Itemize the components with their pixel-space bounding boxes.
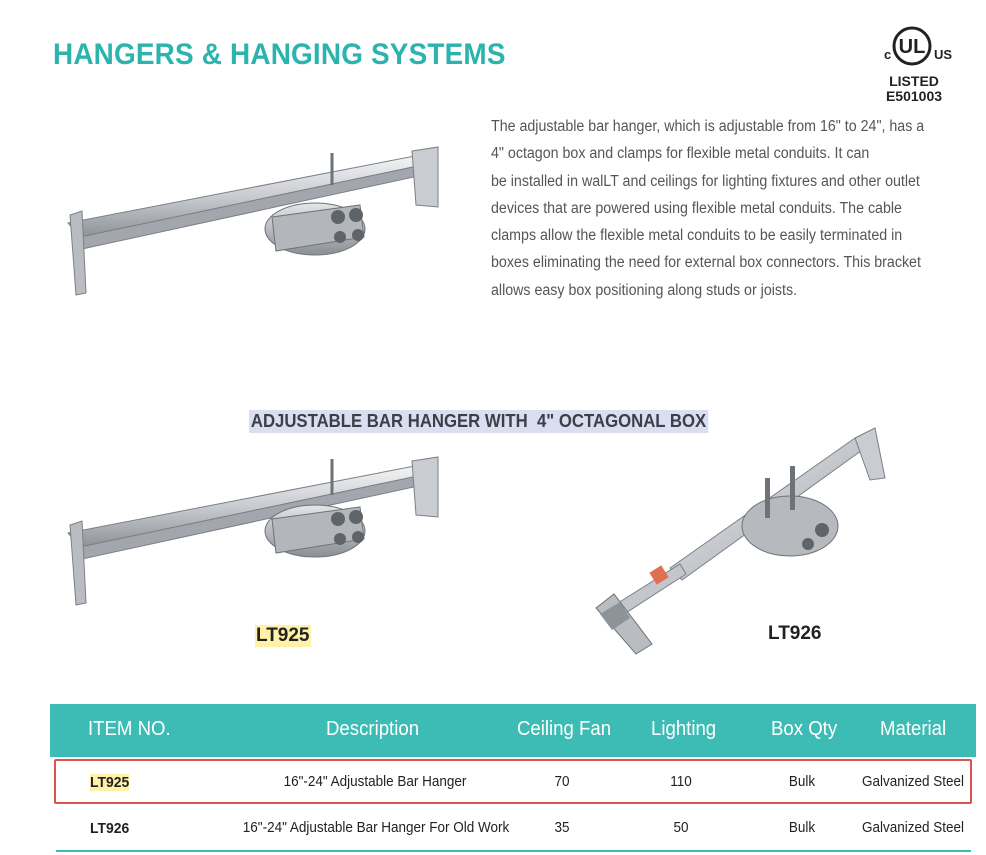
table-header [50,704,976,757]
svg-text:c: c [884,47,892,62]
svg-text:UL: UL [898,36,926,58]
header-material: Material [880,718,947,740]
ul-file-number: E501003 [885,88,943,104]
lt926-product-image [590,418,890,658]
description-line: clamps allow the flexible metal conduits to be easily terminated in [491,227,903,245]
lt925-label: LT925 [256,625,310,646]
cell-box-qty: Bulk [788,820,816,836]
cell-box-qty: Bulk [788,774,816,790]
svg-text:US: US [934,47,953,62]
description-line: devices that are powered using flexible metal conduits. The cable [491,199,902,217]
lt925-product-image [60,455,450,615]
cell-material: Galvanized Steel [862,774,964,790]
cell-material: Galvanized Steel [862,820,964,836]
description-line: boxes eliminating the need for external box connectors. This bracket [491,254,921,272]
cell-item-no: LT926 [90,820,130,837]
cell-ceiling-fan: 35 [554,820,570,836]
header-ceiling-fan: Ceiling Fan [517,718,612,740]
cell-lighting: 50 [673,820,689,836]
section-heading: ADJUSTABLE BAR HANGER WITH 4" OCTAGONAL BOX [250,411,707,431]
header-description: Description [326,718,420,740]
bar-hanger-hero-image [60,145,450,305]
header-box-qty: Box Qty [771,718,838,740]
ul-listed-text: LISTED [889,73,939,89]
description-line: 4" octagon box and clamps for flexible metal conduits. It can [491,145,870,163]
ul-logo-icon [872,20,964,76]
header-lighting: Lighting [651,718,717,740]
product-description [491,113,937,304]
header-item-no: ITEM NO. [88,718,171,740]
page-title: HANGERS & HANGING SYSTEMS [53,38,506,71]
selected-row-outline [54,759,972,804]
product-spec-table [50,704,976,849]
cell-ceiling-fan: 70 [554,774,570,790]
cell-description: 16"-24" Adjustable Bar Hanger For Old Work [242,820,510,836]
cell-lighting: 110 [670,774,692,790]
description-line: allows easy box positioning along studs or joists. [491,281,798,299]
lt926-label: LT926 [768,623,822,644]
description-line: be installed in walLT and ceilings for lighting fixtures and other outlet [491,172,920,190]
table-row[interactable] [50,803,976,849]
table-bottom-rule [56,850,971,852]
cell-description: 16"-24" Adjustable Bar Hanger [283,774,467,790]
ul-listed-mark [872,20,964,106]
description-line: The adjustable bar hanger, which is adjustable from 16" to 24", has a [491,118,925,135]
cell-item-no: LT925 [90,774,130,791]
